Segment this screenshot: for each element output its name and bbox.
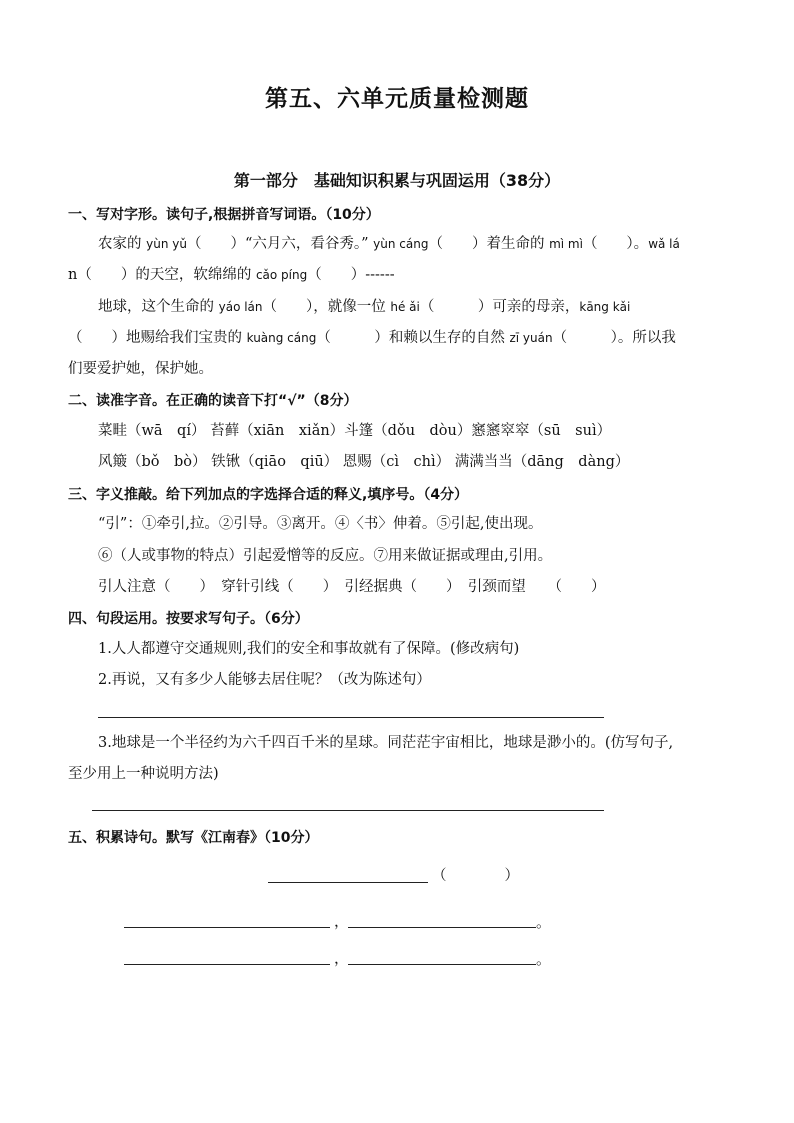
pinyin: yùn cáng bbox=[373, 237, 429, 251]
section-1-line-1: 农家的 yùn yǔ（ ）“六月六，看谷秀。” yùn cáng（ ）着生命的 mì mì（ ）。wǎ lá bbox=[98, 236, 680, 252]
comma: ， bbox=[334, 949, 350, 967]
section-1-line-5: 们要爱护她，保护她。 bbox=[68, 361, 213, 377]
section-5-heading: 五、积累诗句。默写《江南春》（10分） bbox=[68, 830, 319, 846]
part-one-title: 第一部分 基础知识积累与巩固运用（38分） bbox=[233, 171, 561, 190]
poem-author-blank[interactable]: （ ） bbox=[432, 868, 519, 884]
pinyin: kuàng cáng bbox=[246, 331, 317, 345]
pinyin: cǎo píng bbox=[255, 268, 308, 282]
pinyin: yùn yǔ bbox=[146, 237, 187, 251]
section-1-heading: 一、写对字形。读句子,根据拼音写词语。（10分） bbox=[68, 207, 380, 223]
answer-line[interactable] bbox=[98, 717, 604, 718]
poem-line-blank[interactable] bbox=[348, 964, 536, 965]
period: 。 bbox=[536, 913, 552, 931]
section-3-definitions-2: ⑥（人或事物的特点）引起爱憎等的反应。⑦用来做证据或理由,引用。 bbox=[98, 548, 553, 564]
section-3-definitions-1: “引”：①牵引,拉。②引导。③离开。④〈书〉伸着。⑤引起,使出现。 bbox=[98, 516, 543, 532]
pinyin: wǎ lá bbox=[648, 237, 680, 251]
pinyin: kāng kǎi bbox=[579, 300, 631, 314]
section-4-question-1: 1.人人都遵守交通规则,我们的安全和事故就有了保障。(修改病句) bbox=[98, 641, 520, 657]
section-4-question-3-cont: 至少用上一种说明方法) bbox=[68, 766, 219, 782]
section-2-heading: 二、读准字音。在正确的读音下打“√”（8分） bbox=[68, 393, 358, 409]
section-4-heading: 四、句段运用。按要求写句子。（6分） bbox=[68, 611, 309, 627]
section-1-line-2: n（ ）的天空，软绵绵的 cǎo píng（ ）------ bbox=[68, 267, 395, 283]
comma: ， bbox=[334, 912, 350, 930]
section-1-line-3: 地球，这个生命的 yáo lán（ ），就像一位 hé ǎi（ ）可亲的母亲，kāng kǎi bbox=[98, 299, 631, 315]
pinyin: hé ǎi bbox=[390, 300, 420, 314]
section-3-idioms: 引人注意（ ） 穿针引线（ ） 引经据典（ ） 引颈而望 （ ） bbox=[98, 579, 606, 595]
poem-title-blank[interactable] bbox=[268, 882, 428, 883]
section-2-line-1: 菜畦（wā qí） 苔藓（xiān xiǎn）斗篷（dǒu dòu）窸窸窣窣（sū suì） bbox=[98, 423, 612, 439]
poem-line-blank[interactable] bbox=[124, 964, 330, 965]
section-4-question-2: 2.再说，又有多少人能够去居住呢？（改为陈述句） bbox=[98, 672, 431, 688]
period: 。 bbox=[536, 950, 552, 968]
section-2-line-2: 风簸（bǒ bò） 铁锹（qiāo qiū） 恩赐（cì chì） 满满当当（dāng dàng） bbox=[98, 454, 630, 470]
pinyin: zī yuán bbox=[509, 331, 553, 345]
section-3-heading: 三、字义推敲。给下列加点的字选择合适的释义,填序号。（4分） bbox=[68, 487, 469, 503]
poem-line-blank[interactable] bbox=[348, 927, 536, 928]
page-title: 第五、六单元质量检测题 bbox=[265, 86, 529, 112]
answer-line[interactable] bbox=[92, 810, 604, 811]
pinyin: yáo lán bbox=[218, 300, 263, 314]
pinyin: mì mì bbox=[549, 237, 583, 251]
section-1-line-4: （ ）地赐给我们宝贵的 kuàng cáng（ ）和赖以生存的自然 zī yuán（ ）。所以我 bbox=[68, 330, 676, 346]
poem-line-blank[interactable] bbox=[124, 927, 330, 928]
section-4-question-3: 3.地球是一个半径约为六千四百千米的星球。同茫茫宇宙相比，地球是渺小的。(仿写句子, bbox=[98, 735, 674, 751]
